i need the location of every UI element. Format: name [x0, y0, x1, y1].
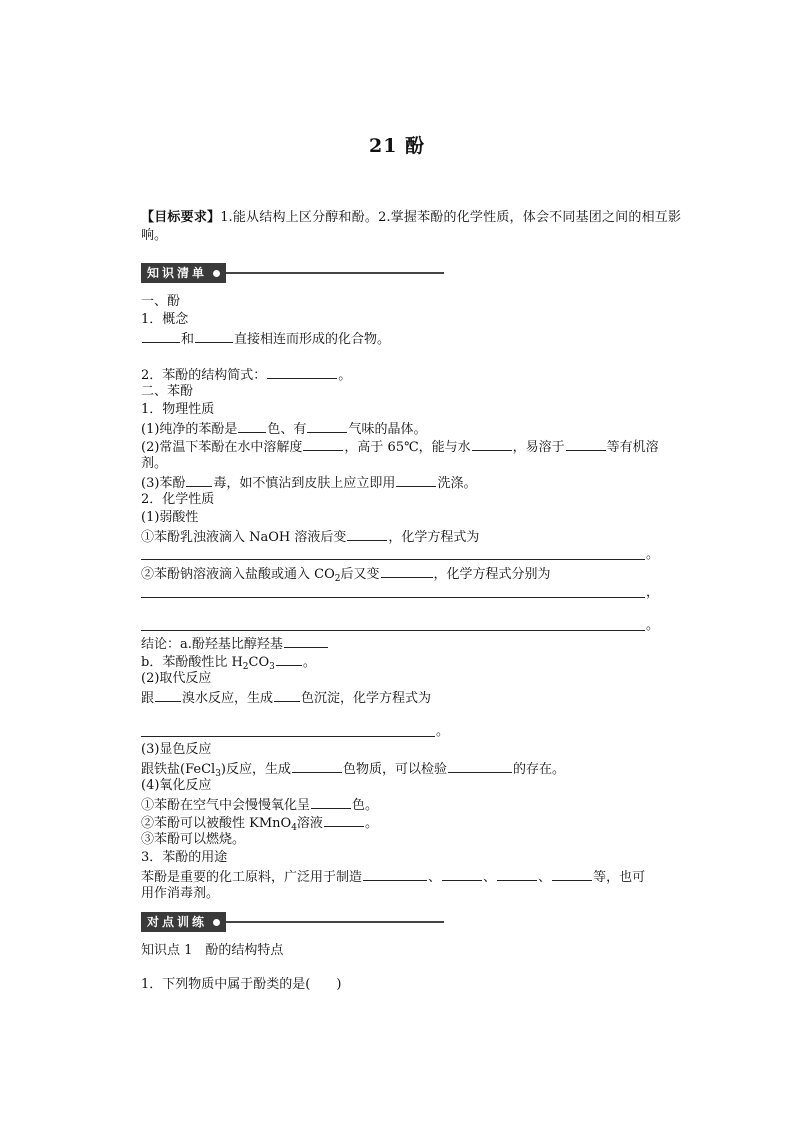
blank: [292, 759, 342, 773]
blank: [303, 437, 343, 451]
blank: [307, 419, 347, 433]
uses-line-2: 用作消毒剂。: [141, 886, 220, 901]
substitution-line: 跟 溴水反应，生成 色沉淀，化学方程式为: [141, 688, 431, 708]
blank: [142, 329, 180, 343]
physical-line-3: (3)苯酚 毒，如不慎沾到皮肤上应立即用 洗涤。: [141, 473, 476, 493]
blank: [284, 634, 328, 648]
bullet-dot-icon: [213, 919, 220, 926]
heading-chemical: 2．化学性质: [141, 492, 215, 507]
blank: [381, 564, 433, 578]
section-banner-practice: [141, 912, 444, 932]
weak-acid-line-2: ②苯酚钠溶液滴入盐酸或通入 $CO_2$后又变 ，化学方程式分别为: [141, 564, 551, 584]
knowledge-point-1: 知识点 1 酚的结构特点: [141, 943, 284, 958]
blank: [396, 473, 436, 487]
banner-rule: [226, 272, 444, 274]
heading-substitution: (2)取代反应: [141, 671, 212, 686]
blank: [238, 419, 266, 433]
blank: [195, 329, 233, 343]
oxidation-line-1: ①苯酚在空气中会慢慢氧化呈 色。: [141, 795, 378, 815]
blank: [363, 867, 427, 881]
blank: [472, 437, 512, 451]
answer-line-end: ，: [646, 585, 660, 600]
weak-acid-line-1: ①苯酚乳浊液滴入 NaOH 溶液后变 ，化学方程式为: [141, 527, 479, 547]
answer-line-end: 。: [436, 724, 450, 739]
question-1: 1．下列物质中属于酚类的是( ): [141, 977, 342, 992]
heading-color-reaction: (3)显色反应: [141, 742, 212, 757]
heading-oxidation: (4)氧化反应: [141, 778, 212, 793]
goal-text: 1.能从结构上区分醇和酚。2.掌握苯酚的化学性质，体会不同基团之间的相互影响。: [141, 210, 681, 243]
answer-line: [141, 559, 645, 560]
color-reaction-line: 跟铁盐(FeCl$_3$)反应，生成 色物质，可以检验 的存在。: [141, 759, 565, 779]
physical-line-2b: 剂。: [141, 456, 168, 471]
banner-label-practice: 对点训练: [147, 915, 208, 929]
goal-paragraph: [141, 209, 681, 245]
blank: [155, 688, 181, 702]
blank: [347, 527, 387, 541]
blank: [186, 473, 212, 487]
answer-line-end: 。: [646, 547, 660, 562]
heading-uses: 3．苯酚的用途: [141, 850, 228, 865]
answer-line-end: 。: [646, 618, 660, 633]
page-title: 21 酚: [368, 135, 426, 157]
bullet-dot-icon: [213, 270, 220, 277]
heading-phenol: 一、酚: [141, 294, 181, 309]
blank: [442, 867, 482, 881]
blank: [274, 688, 300, 702]
heading-weak-acid: (1)弱酸性: [141, 510, 199, 525]
physical-line-2: (2)常温下苯酚在水中溶解度 ，高于 65℃，能与水 ，易溶于 等有机溶: [141, 437, 659, 457]
answer-line: [141, 630, 645, 631]
goal-label: 【目标要求】: [141, 210, 221, 225]
heading-concept: 1．概念: [141, 312, 189, 327]
heading-physical: 1．物理性质: [141, 402, 215, 417]
blank: [324, 813, 364, 827]
blank: [276, 652, 302, 666]
concept-line: 和 直接相连而形成的化合物。: [141, 329, 390, 349]
blank: [566, 437, 606, 451]
section-banner-knowledge: [141, 263, 444, 283]
answer-line: [141, 597, 645, 598]
banner-label-knowledge: 知识清单: [147, 266, 208, 280]
heading-benzenol: 二、苯酚: [141, 384, 194, 399]
oxidation-line-2: ②苯酚可以被酸性 KMnO$_4$溶液 。: [141, 813, 378, 833]
physical-line-1: (1)纯净的苯酚是 色、有 气味的晶体。: [141, 419, 426, 439]
blank: [448, 759, 512, 773]
answer-line: [141, 736, 435, 737]
blank: [552, 867, 592, 881]
oxidation-line-3: ③苯酚可以燃烧。: [141, 832, 246, 847]
conclusion-b: b．苯酚酸性比 $H_2CO_3$ 。: [141, 652, 316, 672]
blank: [267, 365, 337, 379]
conclusion-a: 结论：a.酚羟基比醇羟基: [141, 634, 329, 654]
banner-rule: [226, 921, 444, 923]
uses-line-1: 苯酚是重要的化工原料，广泛用于制造 、 、 、 等，也可: [141, 867, 645, 887]
structure-line: 2．苯酚的结构简式： 。: [141, 365, 351, 385]
blank: [497, 867, 537, 881]
blank: [311, 795, 351, 809]
